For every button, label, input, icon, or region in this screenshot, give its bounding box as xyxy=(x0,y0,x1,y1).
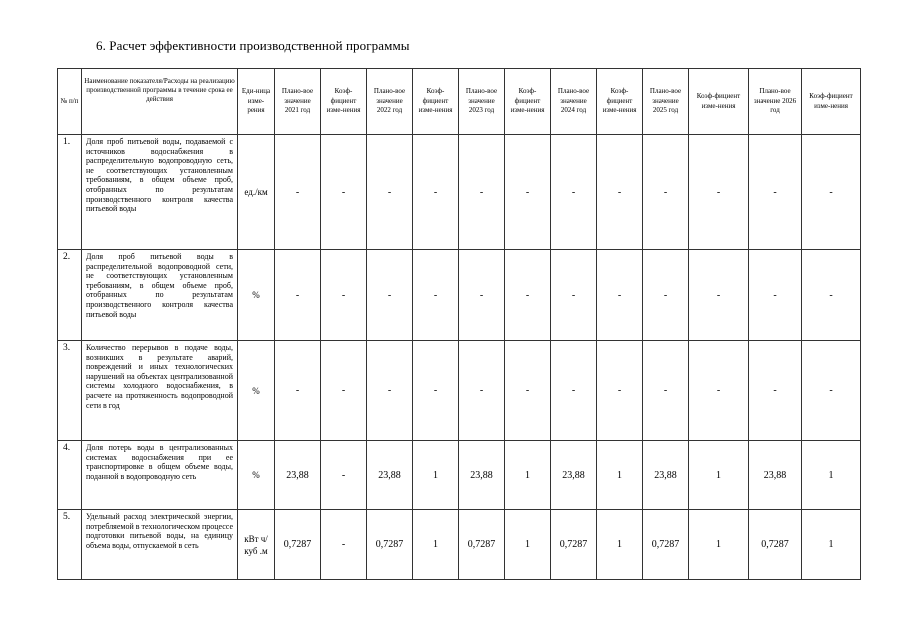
indicator-name: Количество перерывов в подаче воды, возникших в результате аварий, повреждений и иных технологических нарушений на объектах централизованной системы холодного водоснабжения, в расчете на протяженность водопроводной сети в год xyxy=(82,341,238,441)
header-coef-2026: Коэф-фициент изме-нения xyxy=(802,69,861,135)
plan-2026-cell: - xyxy=(749,250,802,341)
coef-2022-cell: - xyxy=(413,341,459,441)
plan-2026-cell: - xyxy=(749,135,802,250)
plan-2024-cell: - xyxy=(551,250,597,341)
plan-2023-cell: - xyxy=(459,250,505,341)
coef-2024-cell: 1 xyxy=(597,441,643,510)
coef-2024-cell: - xyxy=(597,341,643,441)
coef-2023-cell: - xyxy=(505,250,551,341)
table-row xyxy=(58,250,861,341)
plan-2023-cell: - xyxy=(459,135,505,250)
header-unit: Еди-ница изме-рения xyxy=(238,69,275,135)
header-coef-2022: Коэф-фициент изме-нения xyxy=(413,69,459,135)
coef-2026-cell: - xyxy=(802,135,861,250)
header-plan-2021: Плано-вое значение 2021 год xyxy=(275,69,321,135)
header-name: Наименование показателя/Расходы на реализацию производственной программы в течение срока ее действия xyxy=(82,69,238,135)
plan-2023-cell: 0,7287 xyxy=(459,510,505,580)
plan-2025-cell: - xyxy=(643,250,689,341)
coef-2022-cell: - xyxy=(413,135,459,250)
header-plan-2024: Плано-вое значение 2024 год xyxy=(551,69,597,135)
plan-2021-cell: 23,88 xyxy=(275,441,321,510)
header-num: № п/п xyxy=(58,69,82,135)
table-row xyxy=(58,441,861,510)
table-row xyxy=(58,135,861,250)
coef-2024-cell: - xyxy=(597,135,643,250)
indicator-name: Доля потерь воды в централизованных системах водоснабжения при ее транспортировке в общем объеме воды, поданной в водопроводную сеть xyxy=(82,441,238,510)
coef-2023-cell: 1 xyxy=(505,510,551,580)
plan-2025-cell: - xyxy=(643,341,689,441)
plan-2022-cell: 0,7287 xyxy=(367,510,413,580)
plan-2025-cell: 0,7287 xyxy=(643,510,689,580)
coef-2022-cell: - xyxy=(413,250,459,341)
coef-2026-cell: 1 xyxy=(802,441,861,510)
coef-2023-cell: - xyxy=(505,135,551,250)
coef-2026-cell: - xyxy=(802,250,861,341)
plan-2022-cell: - xyxy=(367,250,413,341)
row-number: 1. xyxy=(58,135,82,250)
coef-2026-cell: - xyxy=(802,341,861,441)
plan-2024-cell: 0,7287 xyxy=(551,510,597,580)
coef-2021-cell: - xyxy=(321,250,367,341)
plan-2021-cell: 0,7287 xyxy=(275,510,321,580)
unit-cell: кВт ч/куб .м xyxy=(238,510,275,580)
header-coef-2024: Коэф-фициент изме-нения xyxy=(597,69,643,135)
header-coef-2021: Коэф-фициент изме-нения xyxy=(321,69,367,135)
coef-2023-cell: - xyxy=(505,341,551,441)
header-coef-2023: Коэф-фициент изме-нения xyxy=(505,69,551,135)
plan-2026-cell: 23,88 xyxy=(749,441,802,510)
plan-2024-cell: 23,88 xyxy=(551,441,597,510)
coef-2021-cell: - xyxy=(321,441,367,510)
coef-2021-cell: - xyxy=(321,135,367,250)
indicator-name: Доля проб питьевой воды, подаваемой с источников водоснабжения в распределительную водопроводную сеть, не соответствующих установленным требованиям, в общем объеме проб, отобранных по результатам производственного контроля качества питьевой воды xyxy=(82,135,238,250)
table-row xyxy=(58,510,861,580)
plan-2021-cell: - xyxy=(275,341,321,441)
coef-2025-cell: - xyxy=(689,135,749,250)
unit-cell: % xyxy=(238,441,275,510)
row-number: 4. xyxy=(58,441,82,510)
plan-2021-cell: - xyxy=(275,250,321,341)
table-row xyxy=(58,341,861,441)
efficiency-table xyxy=(57,68,861,580)
plan-2022-cell: - xyxy=(367,341,413,441)
plan-2021-cell: - xyxy=(275,135,321,250)
coef-2026-cell: 1 xyxy=(802,510,861,580)
coef-2023-cell: 1 xyxy=(505,441,551,510)
header-plan-2025: Плано-вое значение 2025 год xyxy=(643,69,689,135)
coef-2022-cell: 1 xyxy=(413,441,459,510)
coef-2025-cell: 1 xyxy=(689,441,749,510)
indicator-name: Доля проб питьевой воды в распределительной водопроводной сети, не соответствующих установленным требованиям, в общем объеме проб, отобранных по результатам производственного контроля качества питьевой воды xyxy=(82,250,238,341)
plan-2024-cell: - xyxy=(551,135,597,250)
plan-2025-cell: 23,88 xyxy=(643,441,689,510)
indicator-name: Удельный расход электрической энергии, потребляемой в технологическом процессе подготовки питьевой воды, на единицу объема воды, отпускаемой в сеть xyxy=(82,510,238,580)
row-number: 2. xyxy=(58,250,82,341)
unit-cell: % xyxy=(238,250,275,341)
unit-cell: % xyxy=(238,341,275,441)
coef-2021-cell: - xyxy=(321,510,367,580)
header-plan-2022: Плано-вое значение 2022 год xyxy=(367,69,413,135)
unit-cell: ед./км xyxy=(238,135,275,250)
plan-2026-cell: 0,7287 xyxy=(749,510,802,580)
plan-2026-cell: - xyxy=(749,341,802,441)
header-row xyxy=(58,69,861,135)
row-number: 3. xyxy=(58,341,82,441)
plan-2022-cell: - xyxy=(367,135,413,250)
plan-2023-cell: - xyxy=(459,341,505,441)
coef-2025-cell: - xyxy=(689,341,749,441)
header-coef-2025: Коэф-фициент изме-нения xyxy=(689,69,749,135)
header-plan-2026: Плано-вое значение 2026 год xyxy=(749,69,802,135)
plan-2022-cell: 23,88 xyxy=(367,441,413,510)
coef-2025-cell: - xyxy=(689,250,749,341)
coef-2024-cell: - xyxy=(597,250,643,341)
coef-2025-cell: 1 xyxy=(689,510,749,580)
plan-2025-cell: - xyxy=(643,135,689,250)
row-number: 5. xyxy=(58,510,82,580)
page-title: 6. Расчет эффективности производственной программы xyxy=(96,38,410,53)
coef-2024-cell: 1 xyxy=(597,510,643,580)
plan-2023-cell: 23,88 xyxy=(459,441,505,510)
coef-2021-cell: - xyxy=(321,341,367,441)
coef-2022-cell: 1 xyxy=(413,510,459,580)
plan-2024-cell: - xyxy=(551,341,597,441)
header-plan-2023: Плано-вое значение 2023 год xyxy=(459,69,505,135)
